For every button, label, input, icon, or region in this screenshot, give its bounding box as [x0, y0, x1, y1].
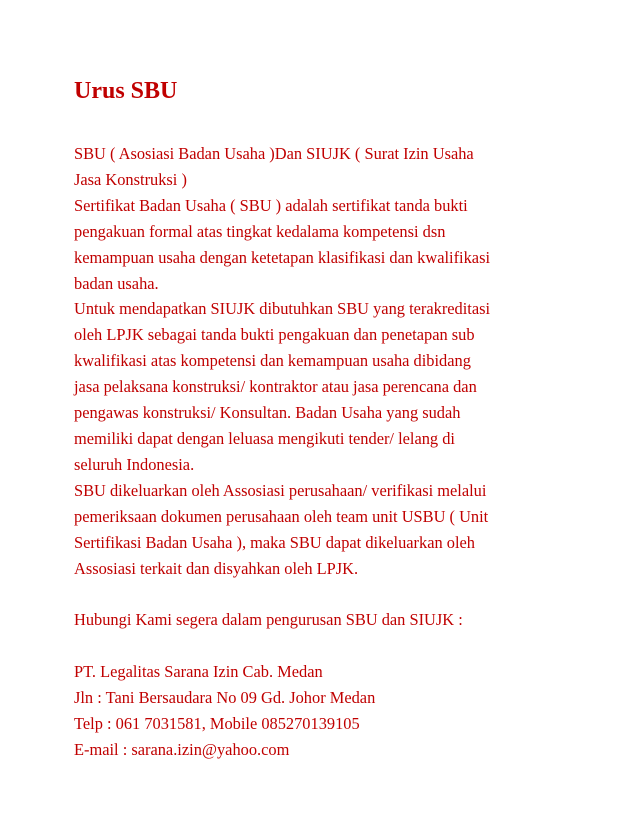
blank-line: [74, 581, 574, 607]
paragraph-line: pengakuan formal atas tingkat kedalama kompetensi dsn: [74, 221, 446, 241]
paragraph-line: Untuk mendapatkan SIUJK dibutuhkan SBU yang terakreditasi: [74, 299, 491, 319]
main-paragraph: [74, 141, 574, 763]
paragraph-line: jasa pelaksana konstruksi/ kontraktor atau jasa perencana dan: [74, 377, 477, 397]
paragraph-line: kwalifikasi atas kompetensi dan kemampuan usaha dibidang: [74, 351, 471, 371]
company-email: E-mail : sarana.izin@yahoo.com: [74, 739, 290, 759]
paragraph-line: seluruh Indonesia.: [74, 454, 195, 474]
document-title: Urus SBU: [74, 78, 178, 104]
title-block: [74, 76, 574, 106]
paragraph-line: Sertifikasi Badan Usaha ), maka SBU dapat dikeluarkan oleh: [74, 532, 476, 552]
paragraph-line: Assosiasi terkait dan disyahkan oleh LPJK.: [74, 558, 359, 578]
company-name: PT. Legalitas Sarana Izin Cab. Medan: [74, 662, 323, 682]
paragraph-line: kemampuan usaha dengan ketetapan klasifikasi dan kwalifikasi: [74, 247, 491, 267]
paragraph-line: pemeriksaan dokumen perusahaan oleh team unit USBU ( Unit: [74, 506, 489, 526]
paragraph-line: badan usaha.: [74, 273, 159, 293]
company-address: Jln : Tani Bersaudara No 09 Gd. Johor Medan: [74, 688, 376, 707]
paragraph-line: pengawas konstruksi/ Konsultan. Badan Usaha yang sudah: [74, 403, 461, 423]
paragraph-line: SBU dikeluarkan oleh Assosiasi perusahaan/ verifikasi melalui: [74, 480, 487, 500]
paragraph-line: memiliki dapat dengan leluasa mengikuti tender/ lelang di: [74, 428, 455, 448]
paragraph-line: SBU ( Asosiasi Badan Usaha )Dan SIUJK ( Surat Izin Usaha: [74, 144, 474, 163]
document-page: [74, 76, 574, 763]
paragraph-line: Sertifikat Badan Usaha ( SBU ) adalah sertifikat tanda bukti: [74, 195, 468, 215]
contact-intro: Hubungi Kami segera dalam pengurusan SBU dan SIUJK :: [74, 610, 463, 630]
paragraph-line: oleh LPJK sebagai tanda bukti pengakuan dan penetapan sub: [74, 325, 475, 345]
blank-line: [74, 633, 574, 659]
paragraph-line: Jasa Konstruksi ): [74, 169, 187, 189]
company-phone: Telp : 061 7031581, Mobile 085270139105: [74, 713, 360, 733]
